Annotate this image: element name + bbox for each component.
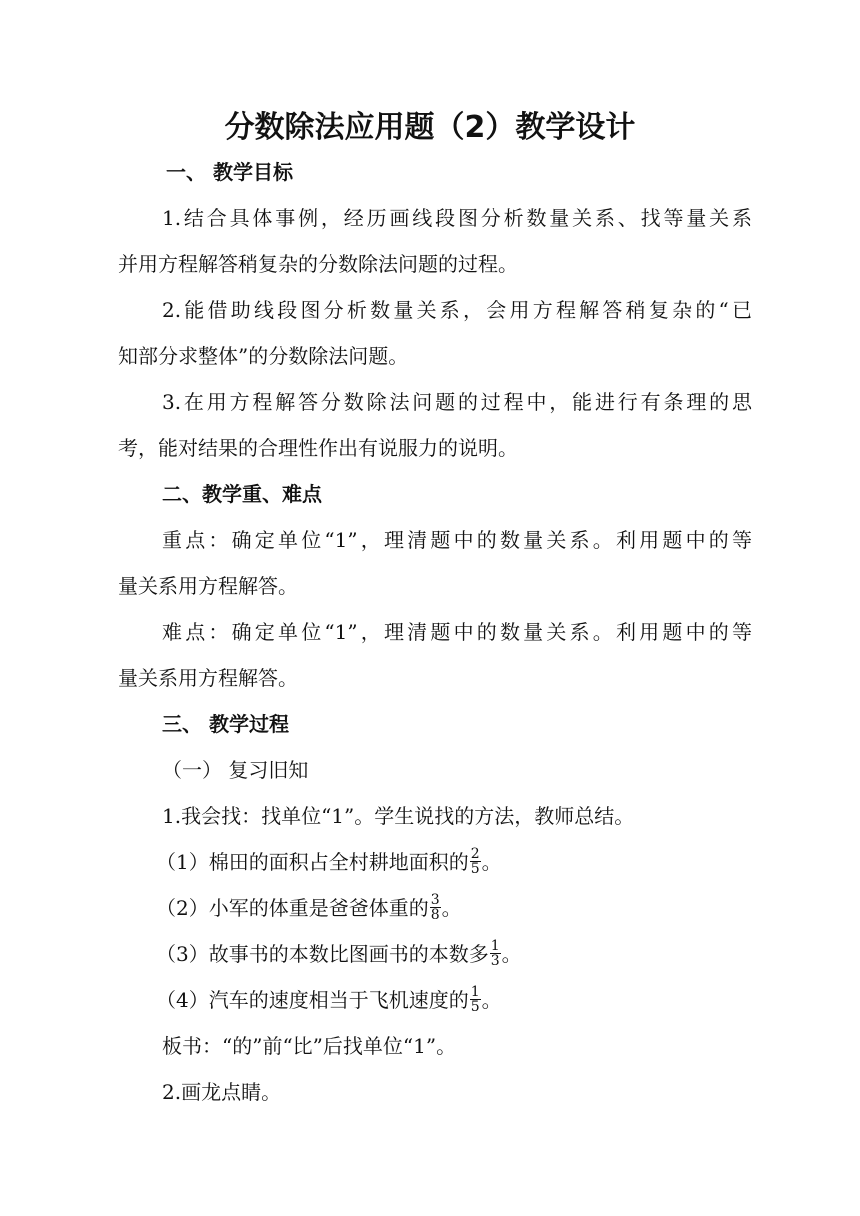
question-1-text: （1）棉田的面积占全村耕地面积的 <box>156 850 469 874</box>
question-4-end: 。 <box>481 988 502 1012</box>
question-2-text: （2）小军的体重是爸爸体重的 <box>156 896 429 920</box>
key-point-line-2: 量关系用方程解答。 <box>118 574 298 598</box>
objective-1-line-2: 并用方程解答稍复杂的分数除法问题的过程。 <box>118 252 518 276</box>
objective-1-line-1: 1.结合具体事例，经历画线段图分析数量关系、找等量关系 <box>162 206 752 230</box>
review-item-1: 1.我会找：找单位“1”。学生说找的方法，教师总结。 <box>162 804 635 828</box>
fraction-1-3 <box>490 939 501 968</box>
question-1-end: 。 <box>481 850 502 874</box>
fraction-numerator: 2 <box>470 846 480 862</box>
fraction-denominator: 8 <box>430 907 440 923</box>
difficulty-line-2: 量关系用方程解答。 <box>118 666 298 690</box>
section-heading-objectives: 一、 教学目标 <box>166 160 293 184</box>
key-point-line-1: 重点：确定单位“1”，理清题中的数量关系。利用题中的等 <box>162 528 752 552</box>
fraction-numerator: 1 <box>490 938 500 954</box>
question-4-text: （4）汽车的速度相当于飞机速度的 <box>156 988 469 1012</box>
question-3-end: 。 <box>501 942 522 966</box>
fraction-denominator: 3 <box>490 953 500 969</box>
question-2-end: 。 <box>441 896 462 920</box>
objective-3-line-1: 3.在用方程解答分数除法问题的过程中，能进行有条理的思 <box>162 390 752 414</box>
fraction-numerator: 3 <box>430 892 440 908</box>
question-3 <box>156 940 522 970</box>
question-3-text: （3）故事书的本数比图画书的本数多 <box>156 942 489 966</box>
board-note: 板书：“的”前“比”后找单位“1”。 <box>162 1034 457 1058</box>
section-heading-process: 三、 教学过程 <box>162 712 289 736</box>
fraction-denominator: 5 <box>470 861 480 877</box>
page-title: 分数除法应用题（2）教学设计 <box>224 110 636 145</box>
subsection-review: （一） 复习旧知 <box>162 758 309 782</box>
objective-3-line-2: 考，能对结果的合理性作出有说服力的说明。 <box>118 436 518 460</box>
fraction-1-5 <box>470 985 481 1014</box>
fraction-3-8 <box>430 893 441 922</box>
fraction-denominator: 5 <box>470 999 480 1015</box>
objective-2-line-2: 知部分求整体”的分数除法问题。 <box>118 344 409 368</box>
question-2 <box>156 894 462 924</box>
question-1 <box>156 848 502 878</box>
fraction-2-5 <box>470 847 481 876</box>
question-4 <box>156 986 502 1016</box>
fraction-numerator: 1 <box>470 984 480 1000</box>
section-heading-key-points: 二、教学重、难点 <box>162 482 322 506</box>
difficulty-line-1: 难点：确定单位“1”，理清题中的数量关系。利用题中的等 <box>162 620 752 644</box>
objective-2-line-1: 2.能借助线段图分析数量关系，会用方程解答稍复杂的“已 <box>162 298 752 322</box>
review-item-2: 2.画龙点睛。 <box>162 1080 282 1104</box>
